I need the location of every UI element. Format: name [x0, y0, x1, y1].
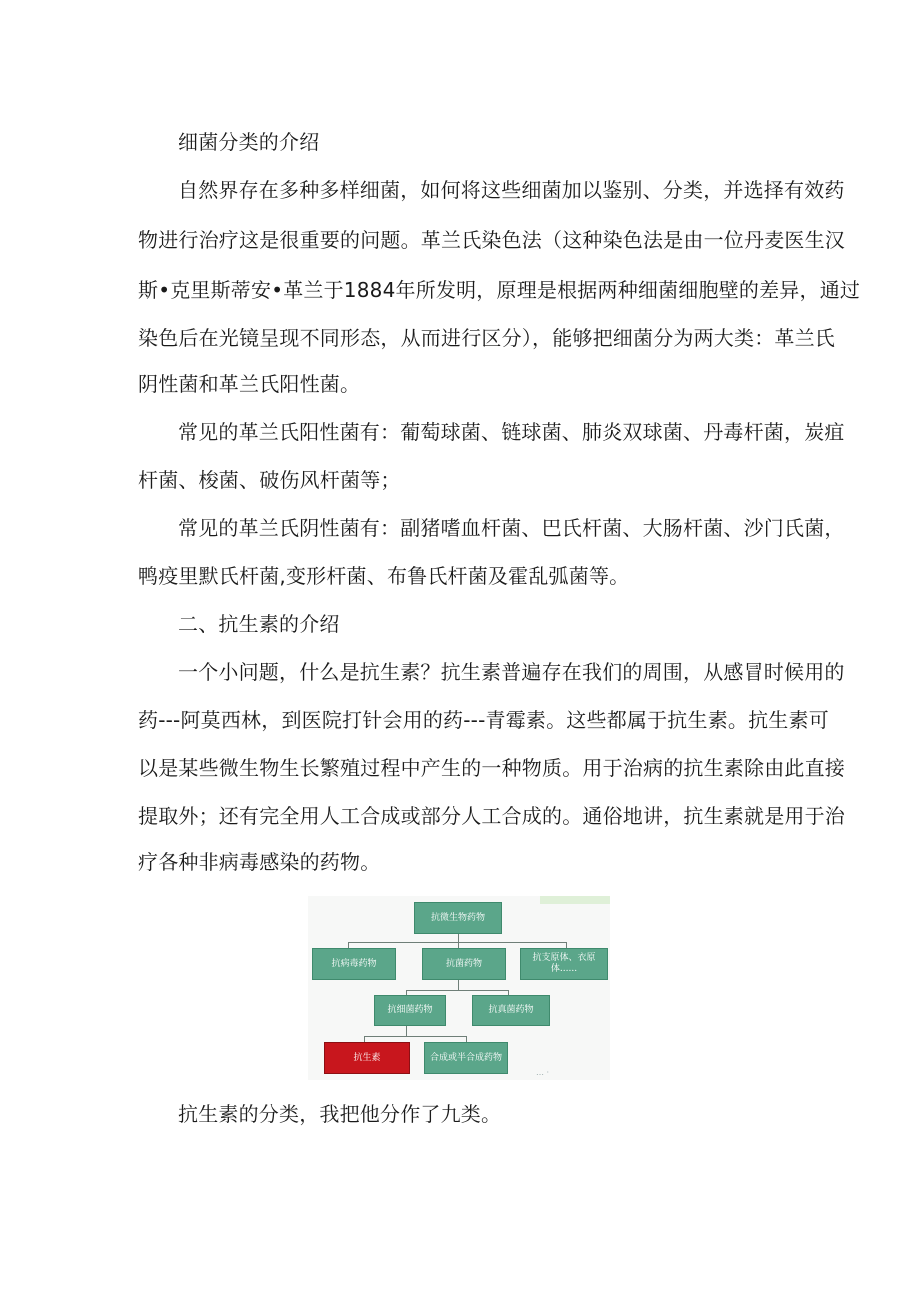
paragraph-line: 染色后在光镜呈现不同形态，从而进行区分），能够把细菌分为两大类：革兰氏 [138, 326, 835, 350]
connector [364, 1036, 467, 1037]
paragraph-line: 药---阿莫西林，到医院打针会用的药---青霉素。这些都属于抗生素。抗生素可 [138, 708, 829, 732]
paragraph-line: 抗生素的分类，我把他分作了九类。 [178, 1102, 502, 1126]
paragraph-line: 斯•克里斯蒂安•革兰于1884年所发明，原理是根据两种细菌细胞壁的差异，通过 [138, 278, 861, 302]
node-anti-mycoplasma-chlamydia: 抗支原体、衣原体...... [520, 948, 608, 980]
node-antimicrobial-drugs: 抗微生物药物 [414, 902, 502, 934]
section-title-antibiotics: 二、抗生素的介绍 [178, 612, 340, 636]
paragraph-line: 物进行治疗这是很重要的问题。革兰氏染色法（这种染色法是由一位丹麦医生汉 [138, 228, 845, 252]
figure-watermark: … · [536, 1068, 550, 1077]
paragraph-line: 以是某些微生物生长繁殖过程中产生的一种物质。用于治病的抗生素除由此直接 [138, 756, 845, 780]
node-antiviral-drugs: 抗病毒药物 [312, 948, 396, 980]
paragraph-line: 常见的革兰氏阴性菌有：副猪嗜血杆菌、巴氏杆菌、大肠杆菌、沙门氏菌， [178, 516, 845, 540]
antimicrobial-classification-diagram [308, 896, 610, 1080]
paragraph-line: 自然界存在多种多样细菌，如何将这些细菌加以鉴别、分类，并选择有效药 [178, 178, 845, 202]
connector [348, 942, 566, 943]
connector [406, 990, 509, 991]
node-synthetic-drugs: 合成或半合成药物 [424, 1042, 508, 1074]
connector [458, 980, 459, 990]
paragraph-line: 鸭疫里默氏杆菌,变形杆菌、布鲁氏杆菌及霍乱弧菌等。 [138, 564, 630, 588]
node-antibiotics: 抗生素 [324, 1042, 410, 1074]
paragraph-line: 常见的革兰氏阳性菌有：葡萄球菌、链球菌、肺炎双球菌、丹毒杆菌，炭疽 [178, 420, 845, 444]
paragraph-line: 杆菌、梭菌、破伤风杆菌等； [138, 468, 401, 492]
connector [406, 1026, 407, 1036]
paragraph-line: 疗各种非病毒感染的药物。 [138, 850, 381, 874]
connector [458, 934, 459, 942]
node-anti-bacteria-drugs: 抗细菌药物 [374, 995, 446, 1026]
section-title-bacteria: 细菌分类的介绍 [178, 130, 320, 154]
figure-decoration [540, 896, 610, 904]
node-antibacterial-drugs: 抗菌药物 [422, 948, 506, 980]
paragraph-line: 一个小问题，什么是抗生素？抗生素普遍存在我们的周围，从感冒时候用的 [178, 660, 845, 684]
paragraph-line: 阴性菌和革兰氏阳性菌。 [138, 372, 361, 396]
node-antifungal-drugs: 抗真菌药物 [472, 995, 550, 1026]
paragraph-line: 提取外；还有完全用人工合成或部分人工合成的。通俗地讲，抗生素就是用于治 [138, 804, 845, 828]
